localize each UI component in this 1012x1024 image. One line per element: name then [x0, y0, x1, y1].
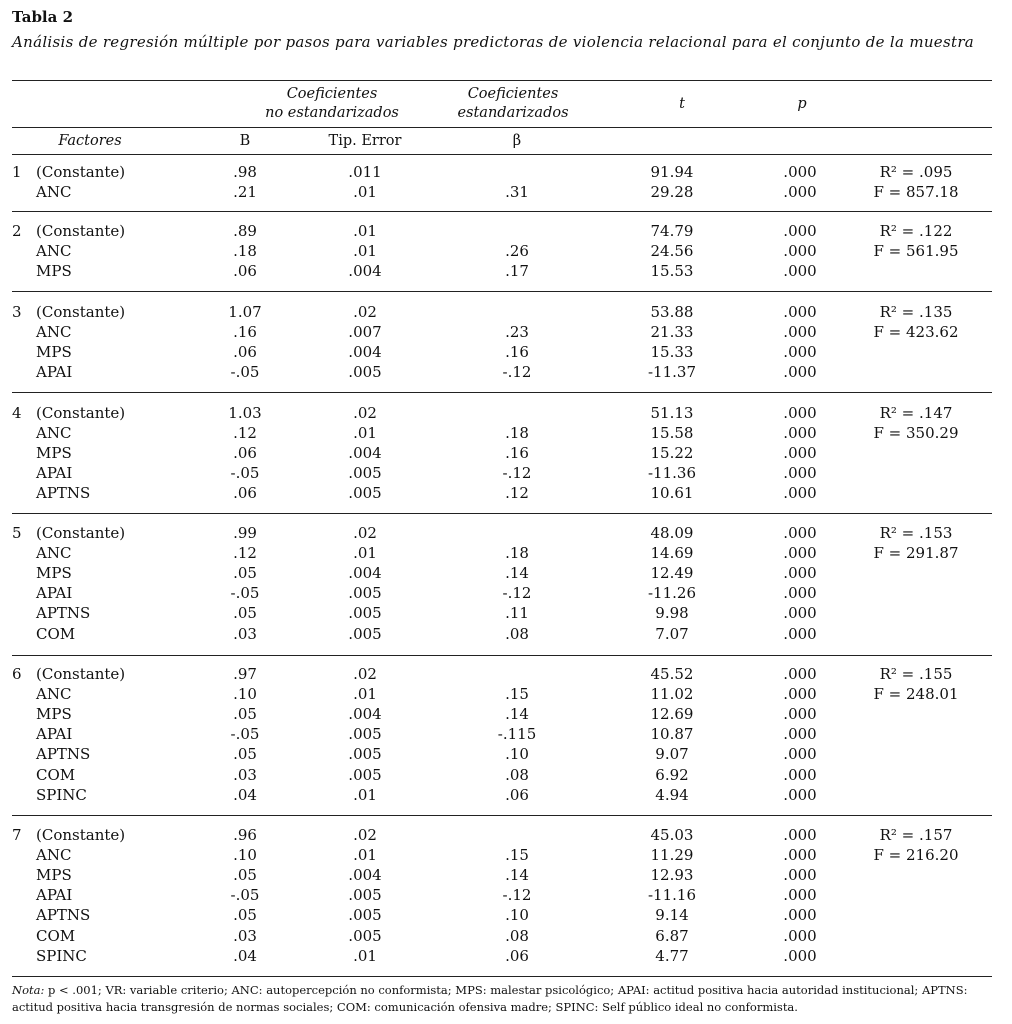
se-cell: .01 [353, 222, 377, 240]
t-cell: 14.69 [650, 544, 694, 563]
p-cell: .000 [783, 262, 817, 281]
header-bottom-rule [12, 154, 992, 155]
beta-cell: .08 [505, 926, 529, 945]
t-cell: 7.07 [655, 624, 689, 643]
beta-cell: .14 [505, 705, 529, 724]
std-header-line1: Coeficientes [467, 86, 559, 102]
t-cell: 9.14 [655, 906, 689, 925]
t-cell: -11.37 [647, 363, 696, 382]
note-lead: Nota: [12, 983, 45, 997]
std-header-line2: estandarizados [457, 105, 569, 121]
b-cell: -.05 [230, 363, 260, 382]
t-cell: 11.29 [650, 846, 694, 865]
b-cell: .18 [233, 242, 257, 261]
b-cell: .04 [233, 785, 257, 804]
block-separator-rule [12, 513, 992, 514]
factores-header: Factores [58, 133, 122, 149]
beta-cell: .14 [505, 866, 529, 885]
factor-cell: ANC [36, 544, 72, 563]
se-cell: .01 [353, 183, 377, 202]
t-cell: -11.16 [647, 886, 696, 905]
se-cell: .004 [348, 262, 382, 281]
block-separator-rule [12, 655, 992, 656]
factor-cell: (Constante) [36, 303, 126, 321]
factor-cell: ANC [36, 685, 72, 704]
b-cell: 1.03 [228, 404, 262, 422]
b-cell: -.05 [230, 464, 260, 483]
se-cell: .005 [348, 745, 382, 764]
beta-cell [462, 523, 572, 543]
factor-cell: COM [36, 624, 76, 643]
se-cell: .004 [348, 564, 382, 583]
factor-cell: (Constante) [36, 163, 126, 181]
r-squared-cell: R² = .155 [879, 665, 953, 683]
beta-cell: .18 [505, 544, 529, 563]
factor-cell: APTNS [36, 484, 91, 503]
b-cell: .96 [233, 826, 257, 844]
p-cell: .000 [783, 906, 817, 925]
t-cell: 4.94 [655, 785, 689, 804]
se-cell: .02 [353, 404, 377, 422]
beta-cell: .31 [505, 183, 529, 202]
t-cell: 51.13 [650, 404, 694, 422]
f-stat-cell: F = 857.18 [873, 183, 959, 202]
f-stat-cell: F = 350.29 [873, 424, 959, 443]
b-cell: -.05 [230, 584, 260, 603]
t-cell: 6.92 [655, 765, 689, 784]
p-cell: .000 [783, 363, 817, 382]
se-cell: .01 [353, 242, 377, 261]
factor-cell: (Constante) [36, 404, 126, 422]
p-cell: .000 [783, 725, 817, 744]
factor-cell: SPINC [36, 946, 87, 965]
b-cell: .05 [233, 745, 257, 764]
beta-cell: .06 [505, 785, 529, 804]
b-cell: .06 [233, 484, 257, 503]
b-cell: .03 [233, 624, 257, 643]
beta-cell: .08 [505, 624, 529, 643]
t-cell: 15.53 [650, 262, 694, 281]
b-cell: .98 [233, 163, 257, 181]
beta-cell: -.12 [502, 886, 532, 905]
top-rule [12, 80, 992, 81]
beta-cell: .10 [505, 745, 529, 764]
se-cell: .005 [348, 926, 382, 945]
r-squared-cell: R² = .095 [879, 163, 953, 181]
beta-cell [462, 221, 572, 241]
t-cell: 21.33 [650, 323, 694, 342]
p-cell: .000 [783, 524, 817, 542]
f-stat-cell: F = 423.62 [873, 323, 959, 342]
factor-cell: APAI [36, 725, 73, 744]
b-cell: .06 [233, 444, 257, 463]
se-cell: .005 [348, 886, 382, 905]
b-cell: .97 [233, 665, 257, 683]
b-cell: .21 [233, 183, 257, 202]
r-squared-cell: R² = .122 [879, 222, 953, 240]
p-cell: .000 [783, 544, 817, 563]
p-cell: .000 [783, 604, 817, 623]
se-cell: .011 [348, 163, 382, 181]
t-header: t [679, 96, 685, 112]
se-cell: .01 [353, 785, 377, 804]
beta-cell: .16 [505, 343, 529, 362]
table-note [12, 982, 998, 1016]
factor-cell: MPS [36, 444, 72, 463]
block-separator-rule [12, 211, 992, 212]
step-number: 7 [12, 826, 22, 844]
r-squared-cell: R² = .135 [879, 303, 953, 321]
b-cell: 1.07 [228, 303, 262, 321]
f-stat-cell: F = 216.20 [873, 846, 959, 865]
t-cell: 12.49 [650, 564, 694, 583]
factor-cell: APTNS [36, 745, 91, 764]
p-cell: .000 [783, 866, 817, 885]
beta-cell: .23 [505, 323, 529, 342]
p-cell: .000 [783, 826, 817, 844]
beta-cell: .14 [505, 564, 529, 583]
factor-cell: APAI [36, 584, 73, 603]
p-cell: .000 [783, 745, 817, 764]
header-mid-rule [12, 127, 992, 128]
block-separator-rule [12, 815, 992, 816]
b-cell: .06 [233, 262, 257, 281]
p-cell: .000 [783, 946, 817, 965]
factor-cell: MPS [36, 343, 72, 362]
t-cell: 11.02 [650, 685, 694, 704]
r-squared-cell: R² = .157 [879, 826, 953, 844]
t-cell: 10.61 [650, 484, 694, 503]
se-header: Tip. Error [328, 133, 402, 149]
se-cell: .005 [348, 584, 382, 603]
p-cell: .000 [783, 886, 817, 905]
t-cell: -11.26 [647, 584, 696, 603]
se-cell: .01 [353, 846, 377, 865]
p-cell: .000 [783, 846, 817, 865]
p-cell: .000 [783, 242, 817, 261]
t-cell: 9.98 [655, 604, 689, 623]
se-cell: .005 [348, 363, 382, 382]
factor-cell: ANC [36, 323, 72, 342]
b-cell: .05 [233, 705, 257, 724]
factor-cell: ANC [36, 183, 72, 202]
factor-cell: ANC [36, 424, 72, 443]
p-cell: .000 [783, 343, 817, 362]
t-cell: 48.09 [650, 524, 694, 542]
factor-cell: MPS [36, 705, 72, 724]
beta-cell: -.12 [502, 584, 532, 603]
t-cell: 12.69 [650, 705, 694, 724]
block-separator-rule [12, 392, 992, 393]
t-cell: 6.87 [655, 926, 689, 945]
b-cell: .16 [233, 323, 257, 342]
beta-cell: -.12 [502, 464, 532, 483]
se-cell: .02 [353, 303, 377, 321]
p-cell: .000 [783, 705, 817, 724]
b-cell: -.05 [230, 886, 260, 905]
factor-cell: APTNS [36, 604, 91, 623]
beta-cell [462, 664, 572, 684]
p-cell: .000 [783, 163, 817, 181]
b-cell: .05 [233, 604, 257, 623]
beta-cell: .18 [505, 424, 529, 443]
p-cell: .000 [783, 584, 817, 603]
step-number: 5 [12, 524, 22, 542]
b-cell: .10 [233, 685, 257, 704]
bottom-rule [12, 976, 992, 977]
factor-cell: (Constante) [36, 222, 126, 240]
p-cell: .000 [783, 424, 817, 443]
se-cell: .01 [353, 424, 377, 443]
factor-cell: MPS [36, 866, 72, 885]
beta-cell: .12 [505, 484, 529, 503]
f-stat-cell: F = 248.01 [873, 685, 959, 704]
table-caption: Análisis de regresión múltiple por pasos para variables predictoras de violencia relacional para el conjunto de la muestra [12, 33, 975, 51]
b-cell: .03 [233, 926, 257, 945]
se-cell: .005 [348, 725, 382, 744]
se-cell: .004 [348, 866, 382, 885]
t-cell: -11.36 [647, 464, 696, 483]
b-cell: .10 [233, 846, 257, 865]
factor-cell: MPS [36, 564, 72, 583]
f-stat-cell: F = 561.95 [873, 242, 959, 261]
p-cell: .000 [783, 765, 817, 784]
se-cell: .005 [348, 765, 382, 784]
se-cell: .004 [348, 705, 382, 724]
p-cell: .000 [783, 303, 817, 321]
beta-cell: .15 [505, 685, 529, 704]
se-cell: .01 [353, 544, 377, 563]
beta-cell: .15 [505, 846, 529, 865]
p-cell: .000 [783, 926, 817, 945]
step-number: 6 [12, 665, 22, 683]
step-number: 4 [12, 404, 22, 422]
b-cell: .06 [233, 343, 257, 362]
se-cell: .02 [353, 665, 377, 683]
factor-cell: (Constante) [36, 524, 126, 542]
factor-cell: ANC [36, 242, 72, 261]
b-header: B [239, 133, 251, 149]
beta-header: β [512, 133, 522, 149]
p-cell: .000 [783, 624, 817, 643]
p-cell: .000 [783, 404, 817, 422]
t-cell: 45.03 [650, 826, 694, 844]
block-separator-rule [12, 291, 992, 292]
p-cell: .000 [783, 464, 817, 483]
b-cell: .89 [233, 222, 257, 240]
se-cell: .005 [348, 906, 382, 925]
t-cell: 9.07 [655, 745, 689, 764]
b-cell: .04 [233, 946, 257, 965]
beta-cell: -.115 [497, 725, 537, 744]
t-cell: 15.58 [650, 424, 694, 443]
p-cell: .000 [783, 323, 817, 342]
factor-cell: APAI [36, 363, 73, 382]
p-cell: .000 [783, 564, 817, 583]
factor-cell: APAI [36, 886, 73, 905]
se-cell: .005 [348, 604, 382, 623]
beta-cell [462, 403, 572, 423]
p-cell: .000 [783, 183, 817, 202]
p-cell: .000 [783, 785, 817, 804]
t-cell: 24.56 [650, 242, 694, 261]
b-cell: .05 [233, 564, 257, 583]
beta-cell: .16 [505, 444, 529, 463]
t-cell: 53.88 [650, 303, 694, 321]
t-cell: 45.52 [650, 665, 694, 683]
beta-cell: .06 [505, 946, 529, 965]
t-cell: 29.28 [650, 183, 694, 202]
beta-cell [462, 825, 572, 845]
beta-cell: .08 [505, 765, 529, 784]
beta-cell: .26 [505, 242, 529, 261]
p-cell: .000 [783, 484, 817, 503]
p-cell: .000 [783, 665, 817, 683]
beta-cell: .17 [505, 262, 529, 281]
p-header: p [797, 96, 807, 112]
factor-cell: SPINC [36, 785, 87, 804]
t-cell: 74.79 [650, 222, 694, 240]
beta-cell: .10 [505, 906, 529, 925]
se-cell: .004 [348, 343, 382, 362]
se-cell: .005 [348, 464, 382, 483]
se-cell: .01 [353, 946, 377, 965]
se-cell: .005 [348, 624, 382, 643]
factor-cell: MPS [36, 262, 72, 281]
unstd-header-line2: no estandarizados [265, 105, 399, 121]
factor-cell: (Constante) [36, 826, 126, 844]
t-cell: 15.33 [650, 343, 694, 362]
se-cell: .02 [353, 826, 377, 844]
factor-cell: (Constante) [36, 665, 126, 683]
b-cell: .05 [233, 866, 257, 885]
table-label: Tabla 2 [12, 8, 74, 26]
step-number: 2 [12, 222, 22, 240]
se-cell: .01 [353, 685, 377, 704]
t-cell: 10.87 [650, 725, 694, 744]
se-cell: .004 [348, 444, 382, 463]
se-cell: .02 [353, 524, 377, 542]
f-stat-cell: F = 291.87 [873, 544, 959, 563]
t-cell: 91.94 [650, 163, 694, 181]
t-cell: 4.77 [655, 946, 689, 965]
note-text: p < .001; VR: variable criterio; ANC: autopercepción no conformista; MPS: malestar psicológico; APAI: actitud positiva hacia autoridad institucional; APTNS: actitud positiva hacia transgresión de normas sociales; COM: comunicación ofensiva madre; SPINC: Self público ideal no conformista. [12, 983, 968, 1014]
p-cell: .000 [783, 444, 817, 463]
step-number: 1 [12, 163, 22, 181]
se-cell: .005 [348, 484, 382, 503]
b-cell: .12 [233, 544, 257, 563]
beta-cell: -.12 [502, 363, 532, 382]
factor-cell: ANC [36, 846, 72, 865]
beta-cell [462, 162, 572, 182]
factor-cell: APTNS [36, 906, 91, 925]
t-cell: 15.22 [650, 444, 694, 463]
beta-cell [462, 302, 572, 322]
b-cell: .12 [233, 424, 257, 443]
b-cell: .99 [233, 524, 257, 542]
b-cell: .03 [233, 765, 257, 784]
factor-cell: APAI [36, 464, 73, 483]
factor-cell: COM [36, 765, 76, 784]
p-cell: .000 [783, 685, 817, 704]
r-squared-cell: R² = .147 [879, 404, 953, 422]
b-cell: -.05 [230, 725, 260, 744]
unstd-header-line1: Coeficientes [286, 86, 378, 102]
t-cell: 12.93 [650, 866, 694, 885]
p-cell: .000 [783, 222, 817, 240]
se-cell: .007 [348, 323, 382, 342]
r-squared-cell: R² = .153 [879, 524, 953, 542]
b-cell: .05 [233, 906, 257, 925]
step-number: 3 [12, 303, 22, 321]
beta-cell: .11 [505, 604, 529, 623]
factor-cell: COM [36, 926, 76, 945]
